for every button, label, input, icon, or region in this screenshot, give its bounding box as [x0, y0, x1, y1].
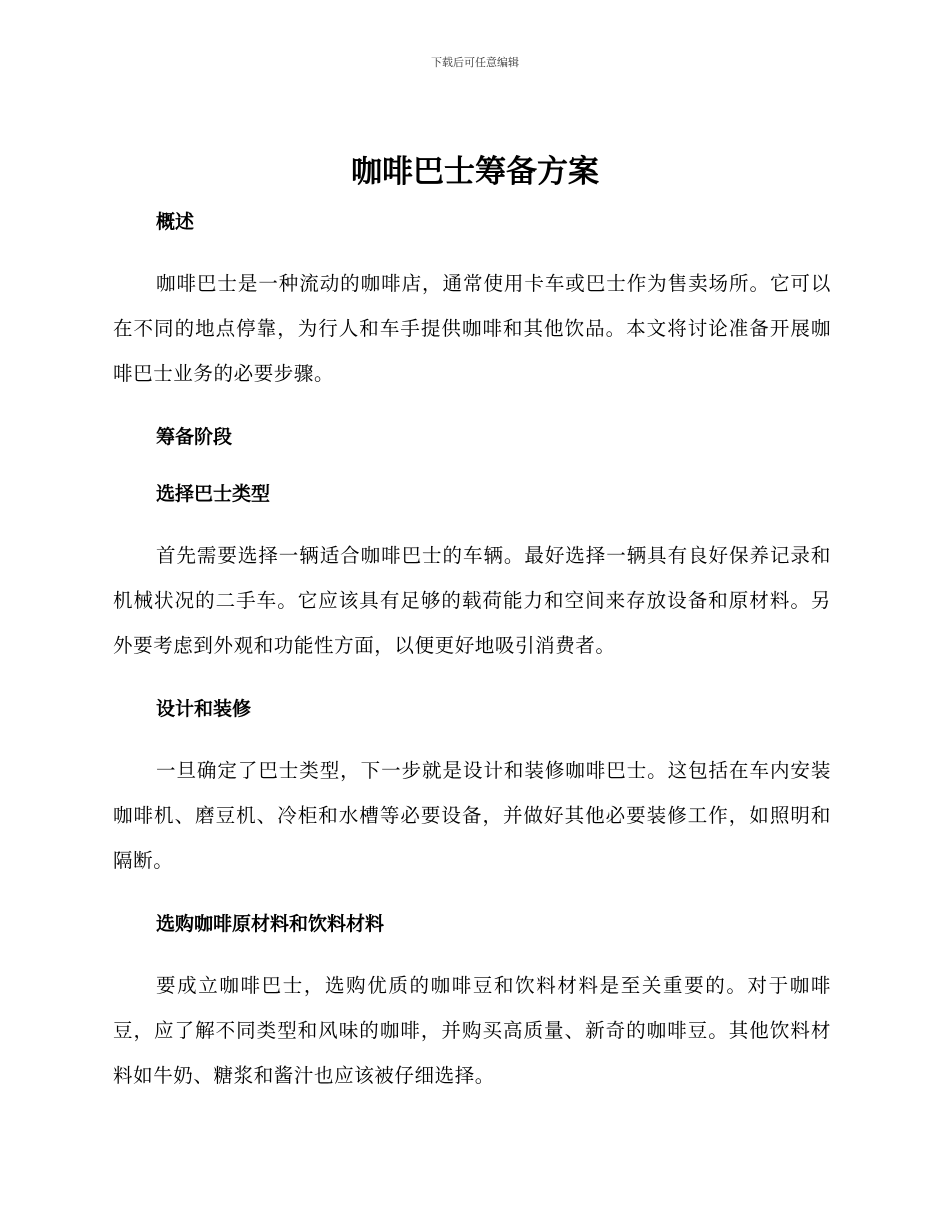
page-header: 下载后可任意编辑 — [431, 56, 519, 69]
document-body — [113, 205, 831, 1098]
section-heading-materials: 选购咖啡原材料和饮料材料 — [156, 913, 385, 935]
section-paragraph-overview: 咖啡巴士是一种流动的咖啡店，通常使用卡车或巴士作为售卖场所。它可以在不同的地点停靠，为行人和车手提供咖啡和其他饮品。本文将讨论准备开展咖啡巴士业务的必要步骤。 — [113, 272, 831, 385]
document-title: 咖啡巴士筹备方案 — [351, 154, 599, 190]
section-heading-bus-type: 选择巴士类型 — [156, 483, 271, 505]
section-heading-overview: 概述 — [156, 211, 195, 233]
section-paragraph-design: 一旦确定了巴士类型，下一步就是设计和装修咖啡巴士。这包括在车内安装咖啡机、磨豆机、冷柜和水槽等必要设备，并做好其他必要装修工作，如照明和隔断。 — [113, 759, 831, 872]
section-heading-preparation: 筹备阶段 — [156, 426, 233, 448]
section-heading-design: 设计和装修 — [156, 698, 252, 720]
section-paragraph-bus-type: 首先需要选择一辆适合咖啡巴士的车辆。最好选择一辆具有良好保养记录和机械状况的二手车。它应该具有足够的载荷能力和空间来存放设备和原材料。另外要考虑到外观和功能性方面，以便更好地吸引消费者。 — [113, 544, 831, 657]
section-paragraph-materials: 要成立咖啡巴士，选购优质的咖啡豆和饮料材料是至关重要的。对于咖啡豆，应了解不同类型和风味的咖啡，并购买高质量、新奇的咖啡豆。其他饮料材料如牛奶、糖浆和酱汁也应该被仔细选择。 — [113, 974, 831, 1087]
